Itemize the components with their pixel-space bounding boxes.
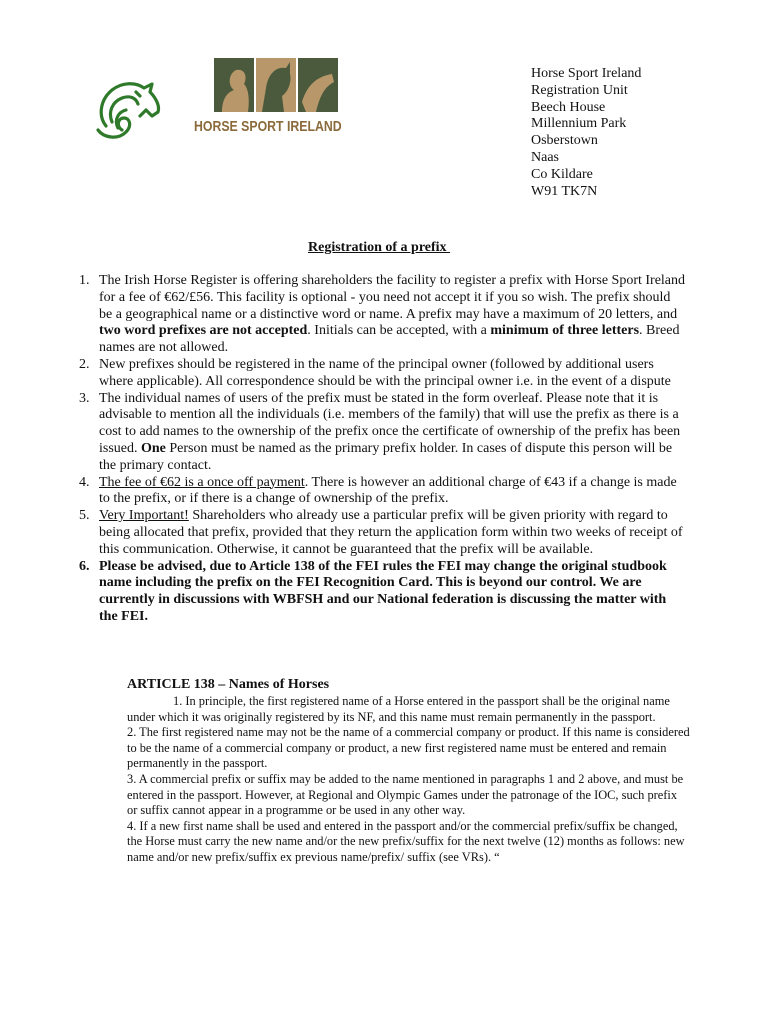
item-number: 4. [79,474,90,490]
item-number: 2. [79,356,90,372]
address-line: Millennium Park [531,116,627,132]
article-heading: ARTICLE 138 – Names of Horses [127,677,330,692]
logo-tile-rider [214,58,254,112]
list-item [79,391,685,475]
list-item [79,559,685,626]
item-text: Please be advised, due to Article 138 of the FEI rules the FEI may change the original studbook name including the prefix on the FEI Recognition Card. This is beyond our control. We are currently in discussions with WBFSH and our National federation is discussing the matter with the FEI. [99,558,667,624]
list-item [79,357,685,391]
article-138-block [127,676,690,866]
address-line: Naas [531,149,559,165]
article-paragraph: 3. A commercial prefix or suffix may be added to the name mentioned in paragraphs 1 and 2 above, and must be entered in the passport. However, at Regional and Olympic Games under the patronage of the IOC, such prefix or suffix cannot appear in a programme or be used in any other way. [127,771,684,818]
list-item [79,508,685,558]
article-paragraph: 2. The first registered name may not be the name of a commercial company or product. If this name is considered to be the name of a commercial company or product, a new first registered name must be entered and remain permanently in the passport. [127,725,690,771]
list-item [79,475,685,509]
item-number: 5. [79,508,90,524]
address-line: Registration Unit [531,82,628,98]
numbered-list [79,273,685,626]
horse-sport-ireland-logo [194,58,356,150]
item-text: New prefixes should be registered in the name of the principal owner (followed by additional users where applicable). All correspondence should be with the principal owner i.e. in the event of a dispute [99,356,671,389]
article-paragraph: 1. In principle, the first registered name of a Horse entered in the passport shall be the original name under which it was originally registered by its NF, and this name must remain permanently in the passport. [127,694,670,724]
horse-emblem-logo [92,76,164,142]
item-text: Very Important! Shareholders who already use a particular prefix will be given priority with regard to being allocated that prefix, provided that they return the application form within two weeks of receipt of this communication. Otherwise, it cannot be guaranteed that the prefix will be available. [99,508,683,557]
address-line: W91 TK7N [531,183,598,199]
item-number: 6. [79,558,90,574]
item-number: 1. [79,273,90,288]
address-line: Beech House [531,99,606,115]
item-text: The fee of €62 is a once off payment. There is however an additional charge of €43 if a change is made to the prefix, or if there is a change of ownership of the prefix. [99,474,677,507]
address-line: Osberstown [531,133,598,149]
logo-tile-horse [256,58,296,112]
list-item [79,273,685,357]
item-text: The Irish Horse Register is offering shareholders the facility to register a prefix with Horse Sport Ireland for a fee of €62/£56. This facility is optional - you need not accept it if you so wish. The prefix should be a geographical name or a distinctive word or name. A prefix may have a maximum of 20 letters, and two word prefixes are not accepted. Initials can be accepted, with a minimum of three letters. Breed names are not allowed. [99,273,686,356]
logo-tile-jump [298,58,338,112]
item-text: The individual names of users of the prefix must be stated in the form overleaf. Please note that it is advisable to mention all the individuals (i.e. members of the family) that will use the prefix as there is a cost to add names to the ownership of the prefix once the certificate of ownership of the prefix has been issued. One Person must be named as the primary prefix holder. In cases of dispute this person will be the primary contact. [99,390,681,473]
logo-wordmark: HORSE SPORT IRELAND [194,118,342,135]
article-paragraph: 4. If a new first name shall be used and entered in the passport and/or the commercial prefix/suffix be changed, the Horse must carry the new name and/or the new prefix/suffix for the next twelve (12) months as follows: new name and/or new prefix/suffix ex previous name/prefix/ suffix (see VRs). “ [127,818,685,864]
item-number: 3. [79,390,90,406]
address-block [531,66,641,200]
address-line: Co Kildare [531,166,593,182]
address-line: Horse Sport Ireland [531,66,642,81]
document-title: Registration of a prefix [308,240,451,255]
